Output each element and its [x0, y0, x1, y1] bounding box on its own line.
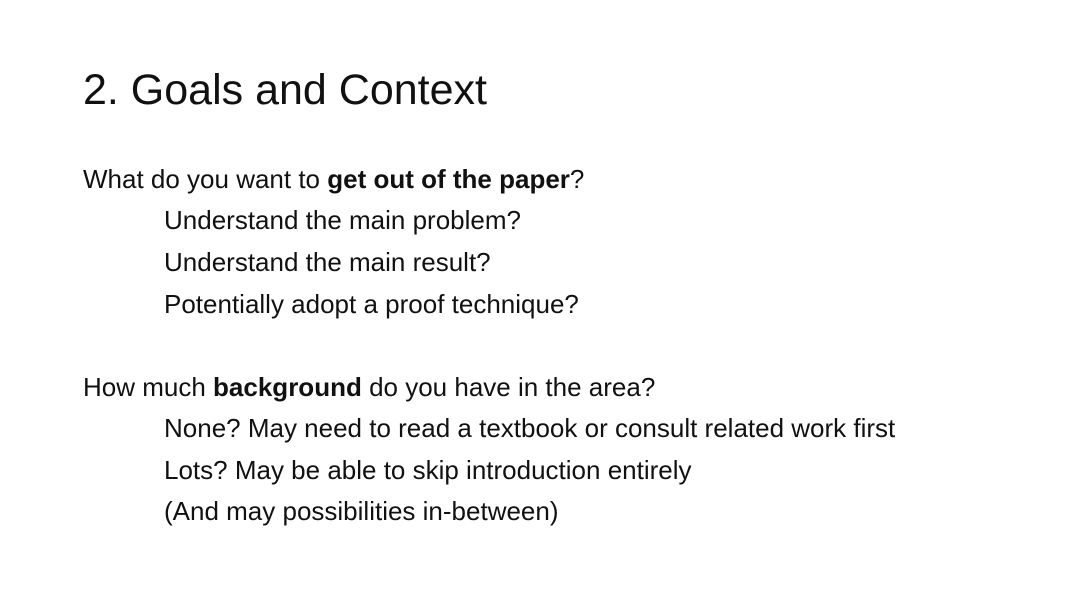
goal-item: Understand the main result? [164, 247, 491, 277]
background-item: None? May need to read a textbook or consult related work first [164, 413, 896, 443]
goal-item: Potentially adopt a proof technique? [164, 289, 579, 319]
question-background-emphasis: background [213, 372, 362, 402]
question-goals-prefix: What do you want to [83, 164, 328, 194]
slide-title: 2. Goals and Context [83, 66, 487, 114]
question-goals-suffix: ? [569, 164, 585, 194]
question-background [83, 370, 655, 404]
question-background-suffix: do you have in the area? [361, 372, 656, 402]
question-goals [83, 162, 584, 196]
background-item: Lots? May be able to skip introduction entirely [164, 455, 692, 485]
question-goals-emphasis: get out of the paper [327, 164, 570, 194]
goal-item: Understand the main problem? [164, 205, 521, 235]
background-item: (And may possibilities in-between) [164, 496, 559, 526]
question-background-prefix: How much [83, 372, 214, 402]
